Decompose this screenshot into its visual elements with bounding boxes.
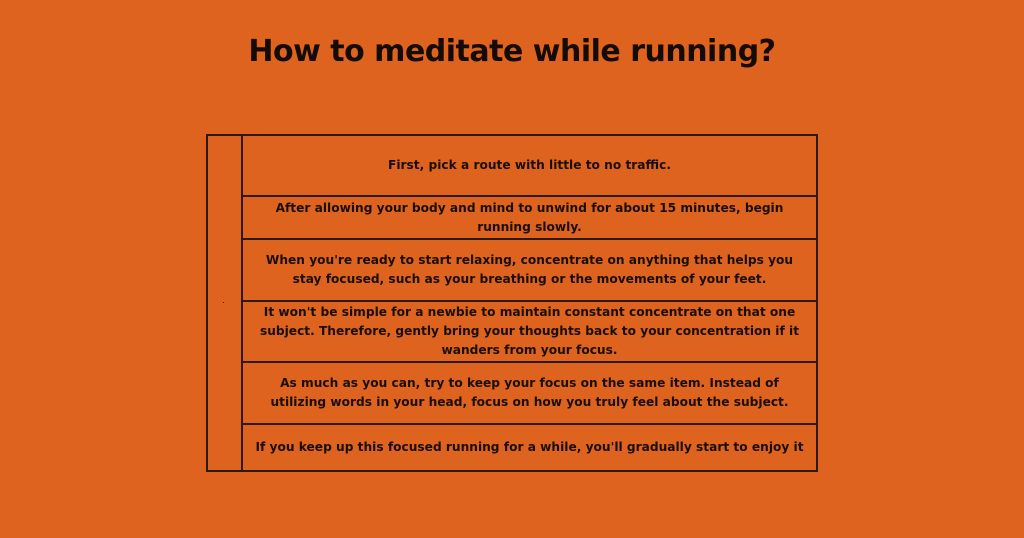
table-row bbox=[243, 240, 816, 302]
step-text: When you're ready to start relaxing, concentrate on anything that helps you stay focused, such as your breathing or the movements of your feet. bbox=[265, 253, 794, 286]
table-row bbox=[243, 302, 816, 363]
step-text: If you keep up this focused running for a while, you'll gradually start to enjoy it bbox=[255, 440, 804, 454]
table-row bbox=[243, 136, 816, 197]
steps-table bbox=[206, 134, 818, 472]
step-text: First, pick a route with little to no traffic. bbox=[388, 158, 671, 172]
table-side-column bbox=[208, 136, 243, 470]
step-text: As much as you can, try to keep your focus on the same item. Instead of utilizing words in your head, focus on how you truly feel about the subject. bbox=[270, 376, 789, 409]
table-row bbox=[243, 363, 816, 425]
table-row bbox=[243, 197, 816, 240]
side-column-dot bbox=[223, 302, 224, 303]
step-text: After allowing your body and mind to unwind for about 15 minutes, begin running slowly. bbox=[275, 200, 784, 234]
table-row bbox=[243, 425, 816, 470]
page-title: How to meditate while running? bbox=[248, 34, 776, 69]
steps-rows bbox=[243, 136, 816, 470]
step-text: It won't be simple for a newbie to maintain constant concentrate on that one subject. Therefore, gently bring your thoughts back to your concentration if it wanders from your focus. bbox=[259, 305, 800, 357]
